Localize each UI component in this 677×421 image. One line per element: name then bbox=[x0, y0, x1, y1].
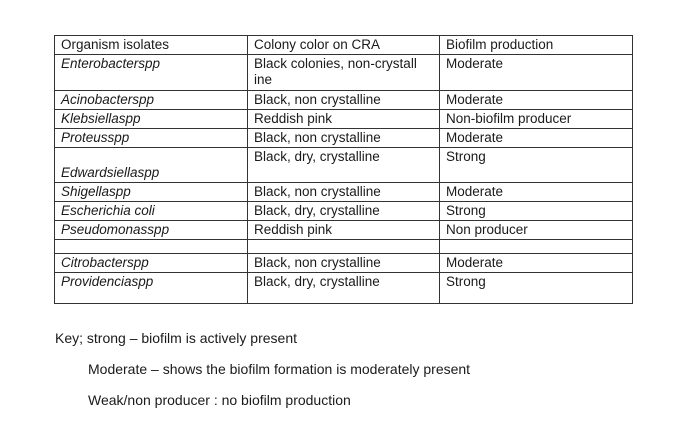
header-colony-color: Colony color on CRA bbox=[248, 36, 440, 55]
biofilm-cell: Non-biofilm producer bbox=[440, 110, 633, 129]
colony-color-cell: Black, non crystalline bbox=[248, 91, 440, 110]
table-row bbox=[55, 110, 633, 129]
biofilm-table bbox=[54, 35, 633, 304]
biofilm-cell: Moderate bbox=[440, 183, 633, 202]
biofilm-cell: Strong bbox=[440, 202, 633, 221]
biofilm-cell: Strong bbox=[440, 273, 633, 304]
table-row bbox=[55, 202, 633, 221]
biofilm-cell: Strong bbox=[440, 148, 633, 183]
biofilm-cell: Moderate bbox=[440, 254, 633, 273]
organism-cell bbox=[55, 240, 248, 254]
organism-cell: Proteusspp bbox=[55, 129, 248, 148]
organism-cell: Enterobacterspp bbox=[55, 55, 248, 91]
table-header-row bbox=[55, 36, 633, 55]
header-organism: Organism isolates bbox=[55, 36, 248, 55]
colony-color-cell bbox=[248, 240, 440, 254]
key-weak-line: Weak/non producer : no biofilm production bbox=[88, 392, 351, 408]
table-row bbox=[55, 273, 633, 304]
header-biofilm: Biofilm production bbox=[440, 36, 633, 55]
biofilm-cell: Moderate bbox=[440, 91, 633, 110]
biofilm-cell: Moderate bbox=[440, 55, 633, 91]
colony-color-cell: Black, dry, crystalline bbox=[248, 273, 440, 304]
organism-cell: Edwardsiellaspp bbox=[55, 148, 248, 183]
table-row-empty bbox=[55, 240, 633, 254]
biofilm-cell bbox=[440, 240, 633, 254]
colony-color-cell: Black, non crystalline bbox=[248, 129, 440, 148]
organism-cell: Shigellaspp bbox=[55, 183, 248, 202]
biofilm-cell: Moderate bbox=[440, 129, 633, 148]
organism-cell: Citrobacterspp bbox=[55, 254, 248, 273]
colony-color-cell: Reddish pink bbox=[248, 110, 440, 129]
colony-color-cell: Black, dry, crystalline bbox=[248, 148, 440, 183]
key-moderate-line: Moderate – shows the biofilm formation is moderately present bbox=[88, 361, 471, 377]
table-row bbox=[55, 221, 633, 240]
organism-cell: Escherichia coli bbox=[55, 202, 248, 221]
organism-cell: Providenciaspp bbox=[55, 273, 248, 304]
colony-color-cell: Reddish pink bbox=[248, 221, 440, 240]
colony-color-cell: Black, dry, crystalline bbox=[248, 202, 440, 221]
organism-cell: Acinobacterspp bbox=[55, 91, 248, 110]
organism-cell: Klebsiellaspp bbox=[55, 110, 248, 129]
table-row bbox=[55, 91, 633, 110]
table-row bbox=[55, 129, 633, 148]
table-row bbox=[55, 254, 633, 273]
organism-cell: Pseudomonasspp bbox=[55, 221, 248, 240]
colony-color-cell: Black, non crystalline bbox=[248, 183, 440, 202]
table-row bbox=[55, 55, 633, 91]
table-row bbox=[55, 148, 633, 183]
key-strong-line: Key; strong – biofilm is actively present bbox=[55, 330, 297, 346]
colony-color-cell: Black, non crystalline bbox=[248, 254, 440, 273]
colony-color-cell: Black colonies, non-crystall ine bbox=[248, 55, 440, 91]
biofilm-cell: Non producer bbox=[440, 221, 633, 240]
table-row bbox=[55, 183, 633, 202]
